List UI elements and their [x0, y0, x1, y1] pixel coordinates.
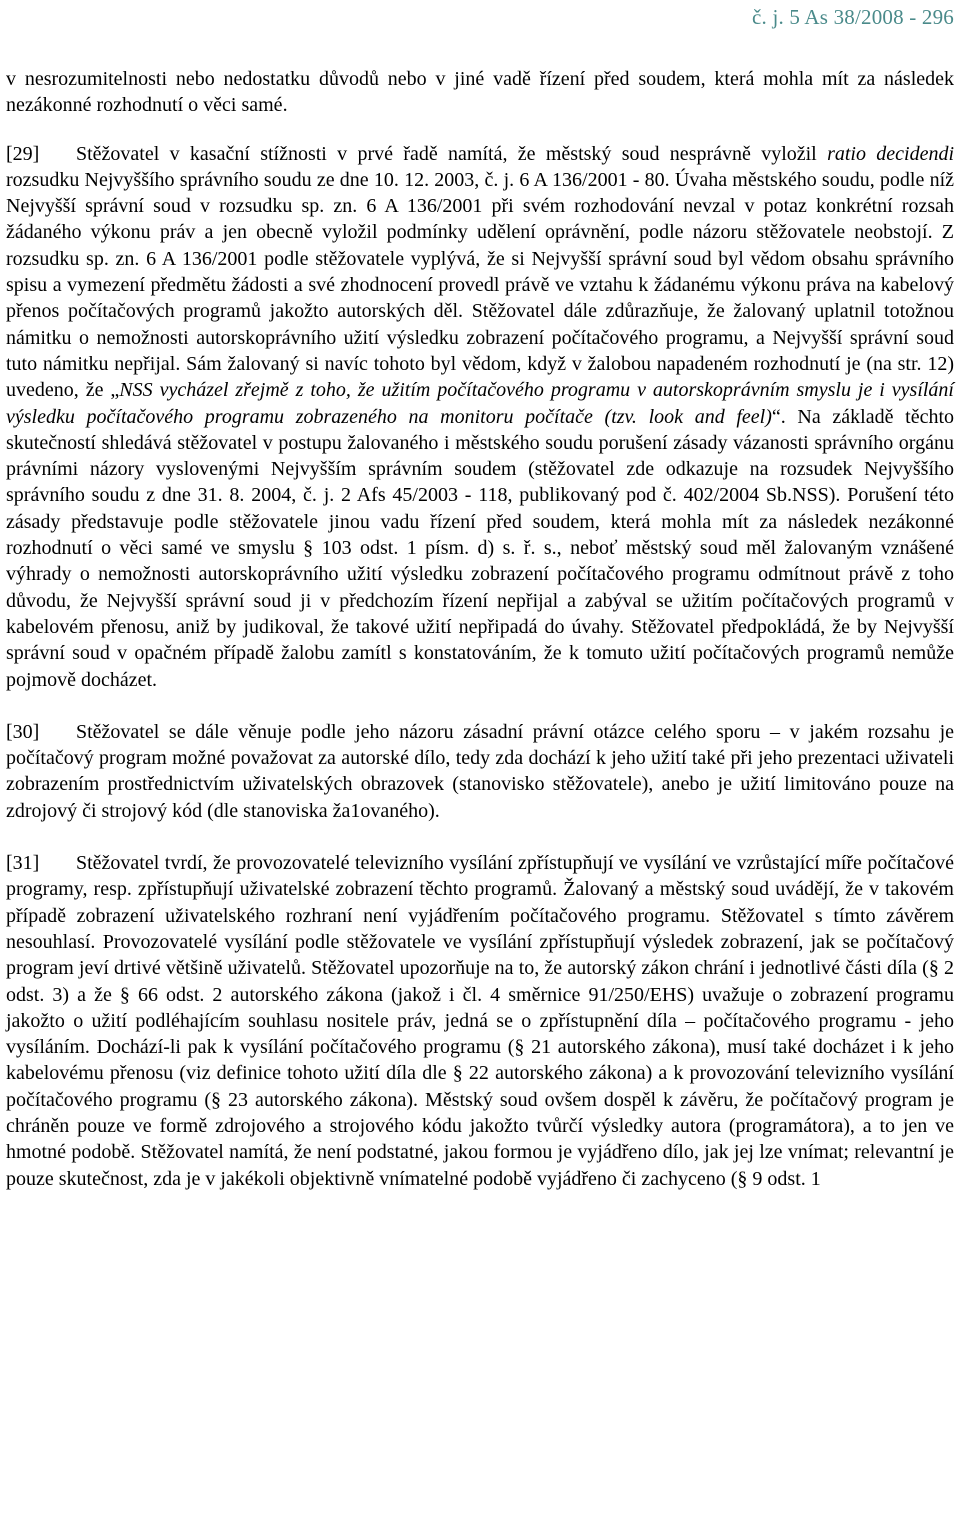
paragraph-text: Stěžovatel se dále věnuje podle jeho názoru zásadní právní otázce celého sporu – v jakém rozsahu je počítačový program možné považovat za autorské dílo, tedy zda dochází k jeho užití také při jeho prezentaci uživateli zobrazením prostřednictvím uživatelských obrazovek (stanovisko stěžovatele), anebo je užití limitováno pouze na zdrojový či strojový kód (dle stanoviska ža1ovaného).	[6, 720, 954, 822]
paragraph-text-italic: ratio decidendi	[827, 142, 955, 165]
case-reference: č. j. 5 As 38/2008 - 296	[752, 5, 954, 29]
paragraph-30	[6, 719, 954, 824]
document-body	[6, 66, 954, 1192]
paragraph-31	[6, 850, 954, 1192]
quoted-text-italic: NSS vycházel zřejmě z toho, že užitím počítačového programu v autorskoprávním smyslu je i vysílání výsledku počítačového programu zobrazeného na monitoru počítače (tzv. look and feel)	[6, 379, 954, 428]
paragraph-text: Stěžovatel tvrdí, že provozovatelé televizního vysílání zpřístupňují ve vysílání ve vzrůstající míře počítačové programy, resp. zpřístupňují uživatelské zobrazení těchto programů. Žalovaný a městský soud uvádějí, že v takovém případě zobrazení uživatelského rozhraní není vyjádřením počítačového programu. Stěžovatel s tímto závěrem nesouhlasí. Provozovatelé vysílání podle stěžovatele ve vysílání zpřístupňují výsledek zobrazení, jak se počítačový program jeví drtivé většině uživatelů. Stěžovatel upozorňuje na to, že autorský zákon chrání i jednotlivé části díla (§ 2 odst. 3) a že § 66 odst. 2 autorského zákona (jakož i čl. 4 směrnice 91/250/EHS) uvažuje o zobrazení programu jakožto o užití podléhajícím souhlasu nositele práv, jedná se o zpřístupnění díla – počítačového programu - jeho vysíláním. Dochází-li pak k vysílání počítačového programu (§ 21 autorského zákona), musí také docházet i k jeho kabelovému přenosu (viz definice tohoto užití díla dle § 22 autorského zákona) a k provozování televizního vysílání počítačového programu (§ 23 autorského zákona). Městský soud ovšem dospěl k závěru, že počítačový program je chráněn pouze ve formě zdrojového a strojového kódu jakožto tvůrčí výsledky autora (programátora), a to jen ve hmotné podobě. Stěžovatel namítá, že není podstatné, jakou formou je vyjádřeno dílo, jak jej lze vnímat; relevantní je pouze skutečnost, zda je v jakékoli objektivně vnímatelné podobě vyjádřeno či zachyceno (§ 9 odst. 1	[6, 852, 954, 1190]
paragraph-number: [31]	[6, 852, 40, 875]
paragraph-text: “. Na základě těchto skutečností shledává stěžovatel v postupu žalovaného i městského soudu porušení zásady vázanosti správního orgánu právními názory vyslovenými Nejvyšším správním soudem (stěžovatel zde odkazuje na rozsudek Nejvyššího správního soudu z dne 31. 8. 2004, č. j. 2 Afs 45/2003 - 118, publikovaný pod č. 402/2004 Sb.NSS). Porušení této zásady představuje podle stěžovatele jinou vadu řízení před soudem, která mohla mít za následek nezákonné rozhodnutí o věci samé ve smyslu § 103 odst. 1 písm. d) s. ř. s., neboť městský soud měl žalovaným vznášené výhrady o nemožnosti autorskoprávního užití výsledku zobrazení počítačového programu odmítnout právě z toho důvodu, že Nejvyšší správní soud ji v předchozím řízení nepřijal a zabýval se užitím počítačových programů v kabelovém přenosu, aniž by judikoval, že takové užití nepřipadá do úvahy. Stěžovatel předpokládá, že by Nejvyšší správní soud v opačném případě žalobu zamítl s konstatováním, že k tomuto užití počítačových programů nemůže pojmově docházet.	[6, 405, 954, 691]
paragraph-text: Stěžovatel v kasační stížnosti v prvé řadě namítá, že městský soud nesprávně vyložil	[76, 142, 828, 165]
paragraph-29	[6, 141, 954, 693]
paragraph-number: [30]	[6, 720, 40, 743]
paragraph-number: [29]	[6, 142, 40, 165]
paragraph-text: rozsudku Nejvyššího správního soudu ze dne 10. 12. 2003, č. j. 6 A 136/2001 - 80. Úvaha městského soudu, podle níž Nejvyšší správní soud v rozsudku sp. zn. 6 A 136/2001 při svém rozhodování nevzal v potaz konkrétní rozsah žádaného výkonu práv a jen obecně vyložil podmínky udělení oprávnění, podle názoru stěžovatele neobstojí. Z rozsudku sp. zn. 6 A 136/2001 podle stěžovatele vyplývá, že si Nejvyšší správní soud byl vědom obsahu správního spisu a vymezení předmětu žádosti a své zhodnocení provedl právě ve vztahu k žádanému výkonu práva na kabelový přenos počítačových programů jakožto autorských děl. Stěžovatel dále zdůrazňuje, že žalovaný uplatnil totožnou námitku o nemožnosti autorskoprávního užití výsledku zobrazení počítačového programu, a Nejvyšší správní soud tuto námitku nepřijal. Sám žalovaný si navíc tohoto byl vědom, když v žalobou napadeném rozhodnutí je (na str. 12) uvedeno, že „	[6, 168, 954, 402]
intro-paragraph: v nesrozumitelnosti nebo nedostatku důvodů nebo v jiné vadě řízení před soudem, která mohla mít za následek nezákonné rozhodnutí o věci samé.	[6, 68, 954, 117]
